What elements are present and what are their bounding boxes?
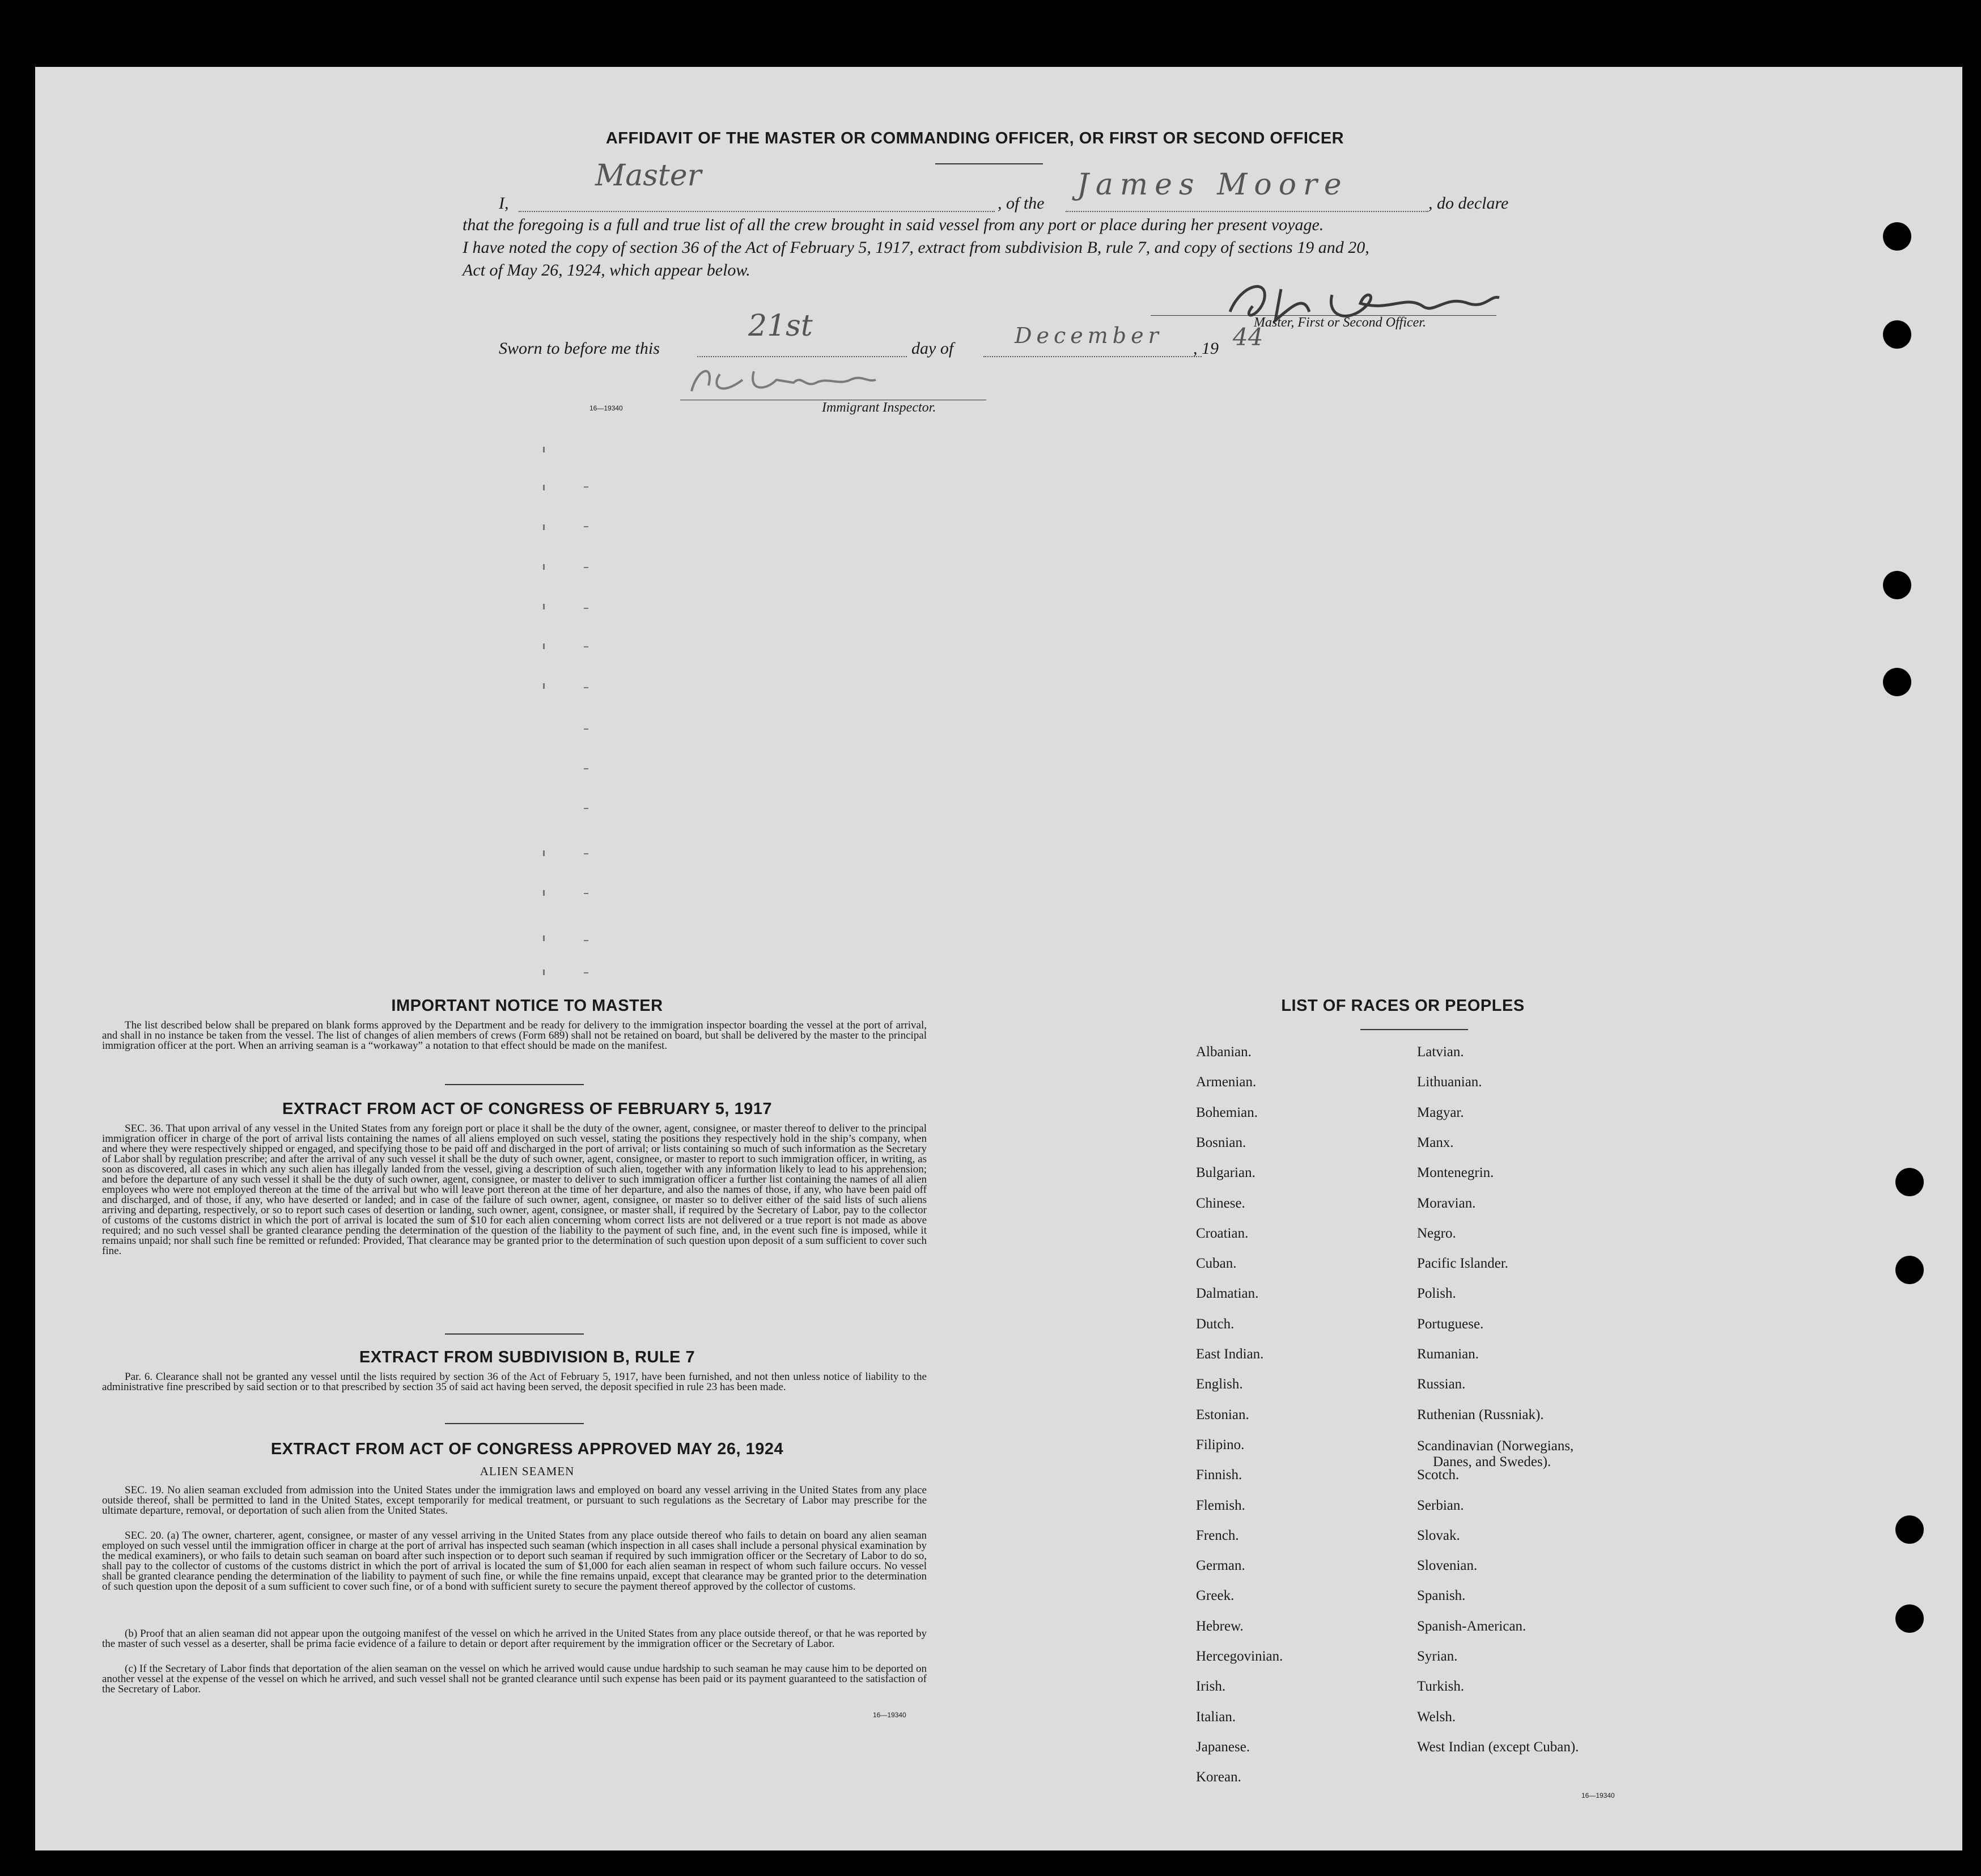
race-item: Estonian. [1196, 1407, 1249, 1422]
race-item: Russian. [1417, 1377, 1466, 1392]
notice-body: The list described below shall be prepared on blank forms approved by the Department and be ready for delivery to the immigration inspector boarding the vessel at the port of arrival, and shall in no instance be taken from the vessel. The list of changes of alien members of crews (Form 689) shall not be retained on board, but shall be delivered by the master to the principal immigration officer at the port. When an arriving seaman is a “workaway” a notation to that effect should be made on the manifest. [102, 1019, 927, 1052]
subdivision-b-title: EXTRACT FROM SUBDIVISION B, RULE 7 [359, 1348, 695, 1366]
race-item: Welsh. [1417, 1709, 1456, 1725]
sworn-month-line [983, 356, 1202, 357]
list-tick [584, 893, 588, 894]
list-tick [584, 567, 588, 568]
list-tick [584, 940, 588, 941]
race-item: Korean. [1196, 1769, 1241, 1785]
sworn-prefix: Sworn to before me this [499, 339, 660, 358]
race-item: Japanese. [1196, 1739, 1250, 1755]
race-item: Finnish. [1196, 1467, 1242, 1483]
race-item: Serbian. [1417, 1497, 1464, 1513]
punch-hole [1895, 1515, 1924, 1544]
race-item: Slovak. [1417, 1527, 1460, 1543]
affidavit-title: AFFIDAVIT OF THE MASTER OR COMMANDING OFFICER, OR FIRST OR SECOND OFFICER [605, 129, 1344, 147]
form-number-bottom-left: 16—19340 [873, 1711, 906, 1719]
extract1924-sec20a: SEC. 20. (a) The owner, charterer, agent, consignee, or master of any vessel arriving in the United States from any place outside thereof who fails to detain on board any alien seaman employed on such vessel until the immigration officer in charge at the port of arrival has inspected such seaman (which inspection in all cases shall include a personal physical examination by the medical examiners), or who fails to detain such seaman on board after such inspection or to deport such seaman if required by such immigration officer or the Secretary of Labor to do so, shall pay to the collector of customs of the customs district in which the port of arrival is located the sum of $1,000 for each alien seaman in respect of whom such failure occurs. No vessel shall be granted clearance pending the determination of the liability to payment of such fine, or while the fine remains unpaid, except that clearance may be granted prior to the determination of such question upon the deposit of a sum sufficient to cover such fine, or of a bond with sufficient surety to secure the payment thereof approved by the collector of customs. [102, 1530, 927, 1593]
race-item: Portuguese. [1417, 1316, 1484, 1332]
affidavit-line2: that the foregoing is a full and true list of all the crew brought in said vessel from any port or place during her present voyage. [463, 215, 1324, 234]
race-item: Scotch. [1417, 1467, 1460, 1483]
race-item: Chinese. [1196, 1195, 1245, 1211]
punch-hole [1895, 1604, 1924, 1633]
race-item: Greek. [1196, 1588, 1235, 1604]
races-title: LIST OF RACES OR PEOPLES [1281, 997, 1525, 1015]
list-tick [543, 564, 545, 570]
race-item: Spanish-American. [1417, 1618, 1526, 1634]
list-tick [543, 643, 545, 649]
list-tick [584, 729, 588, 730]
race-item: Flemish. [1196, 1497, 1245, 1513]
punch-hole [1895, 1168, 1924, 1196]
signer-label: Master, First or Second Officer. [1254, 315, 1426, 330]
race-item: Lithuanian. [1417, 1074, 1482, 1090]
race-item: Danes, and Swedes). [1433, 1454, 1551, 1470]
list-tick [584, 486, 588, 488]
do-declare-label: , do declare [1428, 194, 1509, 213]
list-tick [584, 608, 588, 609]
extract1917-title: EXTRACT FROM ACT OF CONGRESS OF FEBRUARY 5, 1917 [282, 1100, 773, 1118]
extract1924-sec19: SEC. 19. No alien seaman excluded from admission into the United States under the immigration laws and employed on board any vessel arriving in the United States from any place outside thereof, shall be permitted to land in the United States, except temporarily for medical treatment, or pursuant to such regulations as the Secretary of Labor may prescribe for the ultimate departure, removal, or deportation of such alien from the United States. [102, 1484, 927, 1517]
subdivision-b-body: Par. 6. Clearance shall not be granted any vessel until the lists required by section 36 of the Act of February 5, 1917, have been furnished, and not then unless notice of liability to the administrative fine prescribed by said section or to that prescribed by section 35 of said act having been served, the deposit specified in rule 23 has been made. [102, 1371, 927, 1393]
sworn-day-handwritten: 21st [748, 309, 813, 343]
list-tick [543, 604, 545, 609]
race-item: Dalmatian. [1196, 1286, 1259, 1302]
race-item: Syrian. [1417, 1649, 1458, 1664]
race-item: Montenegrin. [1417, 1165, 1494, 1181]
race-item: Dutch. [1196, 1316, 1235, 1332]
punch-hole [1895, 1256, 1924, 1284]
race-item: East Indian. [1196, 1346, 1264, 1362]
extract1924-title: EXTRACT FROM ACT OF CONGRESS APPROVED MAY 26, 1924 [270, 1440, 784, 1458]
i-label: I, [499, 194, 509, 213]
list-tick [584, 646, 588, 647]
race-item: Irish. [1196, 1679, 1226, 1695]
race-item: Rumanian. [1417, 1346, 1479, 1362]
list-tick [543, 969, 545, 975]
list-tick [584, 768, 588, 769]
list-tick [543, 524, 545, 530]
race-item: Moravian. [1417, 1195, 1476, 1211]
name-line [519, 211, 995, 212]
race-item: Bohemian. [1196, 1104, 1258, 1120]
sworn-month-handwritten: December [1015, 323, 1163, 348]
list-tick [584, 687, 588, 688]
race-item: Magyar. [1417, 1104, 1464, 1120]
list-tick [543, 485, 545, 490]
list-tick [543, 447, 545, 452]
vessel-handwritten: James Moore [1077, 168, 1348, 202]
race-item: Cuban. [1196, 1256, 1237, 1272]
year-prefix: , 19 [1193, 339, 1219, 358]
form-number-races: 16—19340 [1581, 1792, 1615, 1799]
section-rule [445, 1333, 584, 1335]
race-item: Armenian. [1196, 1074, 1257, 1090]
race-item: Bosnian. [1196, 1134, 1246, 1150]
punch-hole [1883, 668, 1911, 696]
affidavit-line3: I have noted the copy of section 36 of the Act of February 5, 1917, extract from subdivision B, rule 7, and copy of sections 19 and 20, [463, 238, 1369, 257]
races-title-rule [1360, 1029, 1468, 1030]
extract1924-subtitle: ALIEN SEAMEN [480, 1464, 575, 1478]
race-item: Bulgarian. [1196, 1165, 1255, 1181]
race-item: Slovenian. [1417, 1558, 1478, 1574]
race-item: Polish. [1417, 1286, 1456, 1302]
race-item: Croatian. [1196, 1225, 1249, 1241]
list-tick [584, 526, 588, 527]
race-item: Pacific Islander. [1417, 1256, 1509, 1272]
list-tick [584, 808, 588, 809]
extract1924-sec20c: (c) If the Secretary of Labor finds that deportation of the alien seaman on the vessel on which he arrived would cause undue hardship to such seaman he may cause him to be deported on another vessel at the expense of the vessel on which he arrived, and such vessel shall not be granted clearance until such expense has been paid or its payment guaranteed to the satisfaction of the Secretary of Labor. [102, 1663, 927, 1695]
list-tick [543, 935, 545, 941]
race-item: Hebrew. [1196, 1618, 1244, 1634]
of-the-label: , of the [998, 194, 1045, 213]
race-item: Filipino. [1196, 1437, 1245, 1452]
extract1917-body: SEC. 36. That upon arrival of any vessel in the United States from any foreign port or place it shall be the duty of the owner, agent, consignee, or master thereof to deliver to the principal immigration officer in charge of the port of arrival lists containing the names of all aliens employed on such vessel, stating the positions they respectively hold in the ship’s company, when and where they were respectively shipped or engaged, and specifying those to be paid off and discharged in the port of arrival; or lists containing so much of such information as the Secretary of Labor shall by regulation prescribe; and after the arrival of any such vessel it shall be the duty of such owner, agent, consignee, or master to report to such immigration officer, in writing, as soon as discovered, all cases in which any such alien has illegally landed from the vessel, giving a description of such alien, together with any information likely to lead to his apprehension; and before the departure of any such vessel it shall be the duty of such owner, agent, consignee, or master to deliver to such immigration officer a further list containing the names of all alien employees who were not employed thereon at the time of the arrival but who will leave port thereon at the time of her departure, and also the names of those, if any, who have been paid off and discharged, and of those, if any, who have deserted or landed; and in case of the failure of such owner, agent, consignee, or master so to deliver either of the said lists of such aliens arriving and departing, respectively, or so to report such cases of desertion or landing, such owner, agent, consignee, or master shall, if required by the Secretary of Labor, pay to the collector of customs of the customs district in which the port of arrival is located the sum of $10 for each alien concerning whom correct lists are not delivered or a true report is not made as above required; and no such vessel shall be granted clearance pending the determination of the question of the liability to the payment of such fine, and, in the event such fine is imposed, while it remains unpaid; nor shall such fine be remitted or refunded: Provided, That clearance may be granted prior to the determination of such question upon deposit of a sum sufficient to cover such fine. [102, 1123, 927, 1257]
punch-hole [1883, 222, 1911, 251]
race-item: Negro. [1417, 1225, 1456, 1241]
race-item: Manx. [1417, 1134, 1454, 1150]
extract1924-sec20b: (b) Proof that an alien seaman did not appear upon the outgoing manifest of the vessel on which he arrived in the United States from any place outside thereof, or that he was reported by the master of such vessel as a deserter, shall be prima facie evidence of a failure to detain or deport after requirement by the immigration officer or the Secretary of Labor. [102, 1628, 927, 1650]
day-of-label: day of [911, 339, 954, 358]
list-tick [543, 683, 545, 689]
punch-hole [1883, 320, 1911, 349]
affidavit-line4: Act of May 26, 1924, which appear below. [463, 261, 750, 280]
vessel-line [1066, 211, 1428, 212]
section-rule [445, 1423, 584, 1424]
race-item: Turkish. [1417, 1679, 1465, 1695]
race-item: Spanish. [1417, 1588, 1466, 1604]
inspector-label: Immigrant Inspector. [822, 400, 936, 415]
race-item: West Indian (except Cuban). [1417, 1739, 1579, 1755]
race-item: Albanian. [1196, 1044, 1252, 1060]
inspector-signature [680, 357, 884, 403]
race-item: Latvian. [1417, 1044, 1464, 1060]
list-tick [584, 853, 588, 854]
section-rule [445, 1084, 584, 1085]
title-rule [935, 163, 1043, 164]
form-number-top: 16—19340 [589, 404, 623, 412]
race-item: English. [1196, 1377, 1243, 1392]
race-item: Ruthenian (Russniak). [1417, 1407, 1544, 1422]
year-handwritten: 44 [1233, 323, 1263, 351]
notice-title: IMPORTANT NOTICE TO MASTER [391, 997, 663, 1015]
race-item: German. [1196, 1558, 1245, 1574]
list-tick [584, 972, 588, 973]
list-tick [543, 890, 545, 896]
race-item: Scandinavian (Norwegians, [1417, 1438, 1574, 1454]
race-item: French. [1196, 1527, 1239, 1543]
race-item: Hercegovinian. [1196, 1649, 1283, 1664]
list-tick [543, 850, 545, 856]
name-handwritten: Master [595, 159, 702, 193]
race-item: Italian. [1196, 1709, 1236, 1725]
punch-hole [1883, 571, 1911, 599]
